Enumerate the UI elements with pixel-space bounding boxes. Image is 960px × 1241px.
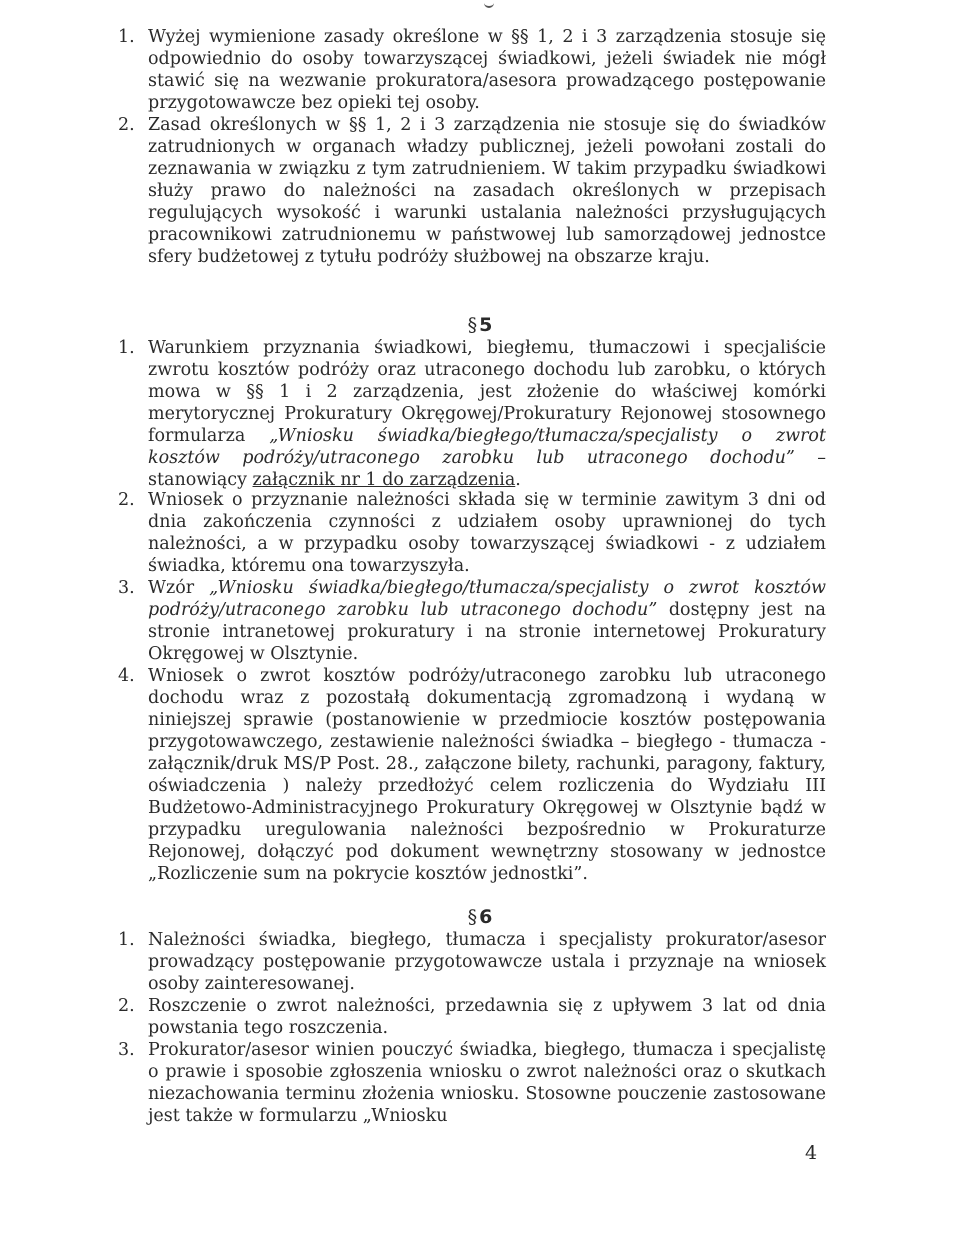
- list-number: 2.: [118, 996, 135, 1016]
- s4-item-1: [118, 26, 826, 114]
- list-number: 2.: [118, 490, 135, 510]
- s6-item-2: [118, 995, 826, 1039]
- s6-item-1: [118, 929, 826, 995]
- text-run: – stanowiący: [148, 448, 826, 490]
- page-number: 4: [805, 1142, 818, 1164]
- list-number: 1.: [118, 27, 135, 47]
- section-number: 6: [479, 906, 493, 928]
- section-heading-5: [0, 314, 960, 336]
- italic-run: „Wniosku świadka/biegłego/tłumacza/specjalisty o zwrot kosztów podróży/utraconego zarobku lub utraconego dochodu”: [148, 426, 827, 468]
- paragraph-text: Wyżej wymienione zasady określone w §§ 1, 2 i 3 zarządzenia stosuje się odpowiednio do osoby towarzyszącej świadkowi, jeżeli świadek nie mógł stawić się na wezwanie prokuratora/asesora prowadzącego postępowanie przygotowawcze bez opieki tej osoby.: [148, 27, 826, 113]
- underlined-run: załącznik nr 1 do zarządzenia: [252, 470, 516, 490]
- text-run: Wzór: [148, 578, 210, 598]
- section-heading-6: [0, 906, 960, 928]
- text-run: .: [515, 470, 521, 490]
- paragraph-text: [148, 337, 826, 491]
- paragraph-text: Wniosek o zwrot kosztów podróży/utraconego zarobku lub utraconego dochodu wraz z pozostałą dokumentacją zgromadzoną i wydaną w niniejszej sprawie (postanowienie w przedmiocie kosztów postępowania przygotowawczego, zestawienie należności świadka – biegłego - tłumacza - załącznik/druk MS/P Post. 28., załączone bilety, rachunki, paragony, faktury, oświadczenia ) należy przedłożyć celem rozliczenia do Wydziału III Budżetowo-Administracyjnego Prokuratury Okręgowej w Olsztynie bądź w przypadku uregulowania należności bezpośrednio w Prokuraturze Rejonowej, dołączyć pod dokument wewnętrzny stosowany w jednostce „Rozliczenie sum na pokrycie kosztów jednostki”.: [148, 666, 826, 884]
- section-symbol: §: [467, 314, 478, 336]
- list-number: 3.: [118, 1040, 135, 1060]
- s5-item-1: [118, 337, 826, 491]
- s6-item-3: [118, 1039, 826, 1127]
- paragraph-text: Prokurator/asesor winien pouczyć świadka, biegłego, tłumacza i specjalistę o prawie i sposobie zgłoszenia wniosku o zwrot należności oraz o skutkach niezachowania terminu złożenia wniosku. Stosowne pouczenie zastosowane jest także w formularzu „Wniosku: [148, 1040, 826, 1126]
- list-number: 3.: [118, 578, 135, 598]
- paragraph-text: Wniosek o przyznanie należności składa się w terminie zawitym 3 dni od dnia zakończenia czynności z udziałem osoby uprawnionej do tych należności, a w przypadku osoby towarzyszącej świadkowi - z udziałem świadka, któremu ona towarzyszyła.: [148, 490, 826, 576]
- s4-item-2: [118, 114, 826, 268]
- list-number: 1.: [118, 338, 135, 358]
- text-run: Warunkiem przyznania świadkowi, biegłemu, tłumaczowi i specjaliście zwrotu kosztów podróży oraz utraconego dochodu lub zarobku, o których mowa w §§ 1 i 2 zarządzenia, jest złożenie do właściwej komórki merytorycznej Prokuratury Okręgowej/Prokuratury Rejonowej stosownego formularza: [148, 338, 826, 446]
- list-number: 1.: [118, 930, 135, 950]
- section-symbol: §: [467, 906, 478, 928]
- s5-item-3: [118, 577, 826, 665]
- section-number: 5: [479, 314, 493, 336]
- scan-mark: [484, 2, 494, 8]
- paragraph-text: Roszczenie o zwrot należności, przedawnia się z upływem 3 lat od dnia powstania tego roszczenia.: [148, 996, 826, 1038]
- s5-item-2: [118, 489, 826, 577]
- list-number: 4.: [118, 666, 135, 686]
- paragraph-text: Zasad określonych w §§ 1, 2 i 3 zarządzenia nie stosuje się do świadków zatrudnionych w organach władzy publicznej, jeżeli powołani zostali do zeznawania w związku z tym zatrudnieniem. W takim przypadku świadkowi służy prawo do należności na zasadach określonych w przepisach regulujących wysokość i warunki ustalania należności przysługujących pracownikowi zatrudnionemu w państwowej lub samorządowej jednostce sfery budżetowej z tytułu podróży służbowej na obszarze kraju.: [148, 115, 826, 267]
- list-number: 2.: [118, 115, 135, 135]
- italic-run: „Wniosku świadka/biegłego/tłumacza/specjalisty o zwrot kosztów podróży/utraconego zarobku lub utraconego dochodu”: [148, 578, 826, 620]
- paragraph-text: [148, 577, 826, 665]
- text-run: dostępny jest na stronie intranetowej prokuratury i na stronie internetowej Prokuratury Okręgowej w Olsztynie.: [148, 600, 826, 664]
- s5-item-4: [118, 665, 826, 885]
- paragraph-text: Należności świadka, biegłego, tłumacza i specjalisty prokurator/asesor prowadzący postępowanie przygotowawcze ustala i przyznaje na wniosek osoby zainteresowanej.: [148, 930, 826, 994]
